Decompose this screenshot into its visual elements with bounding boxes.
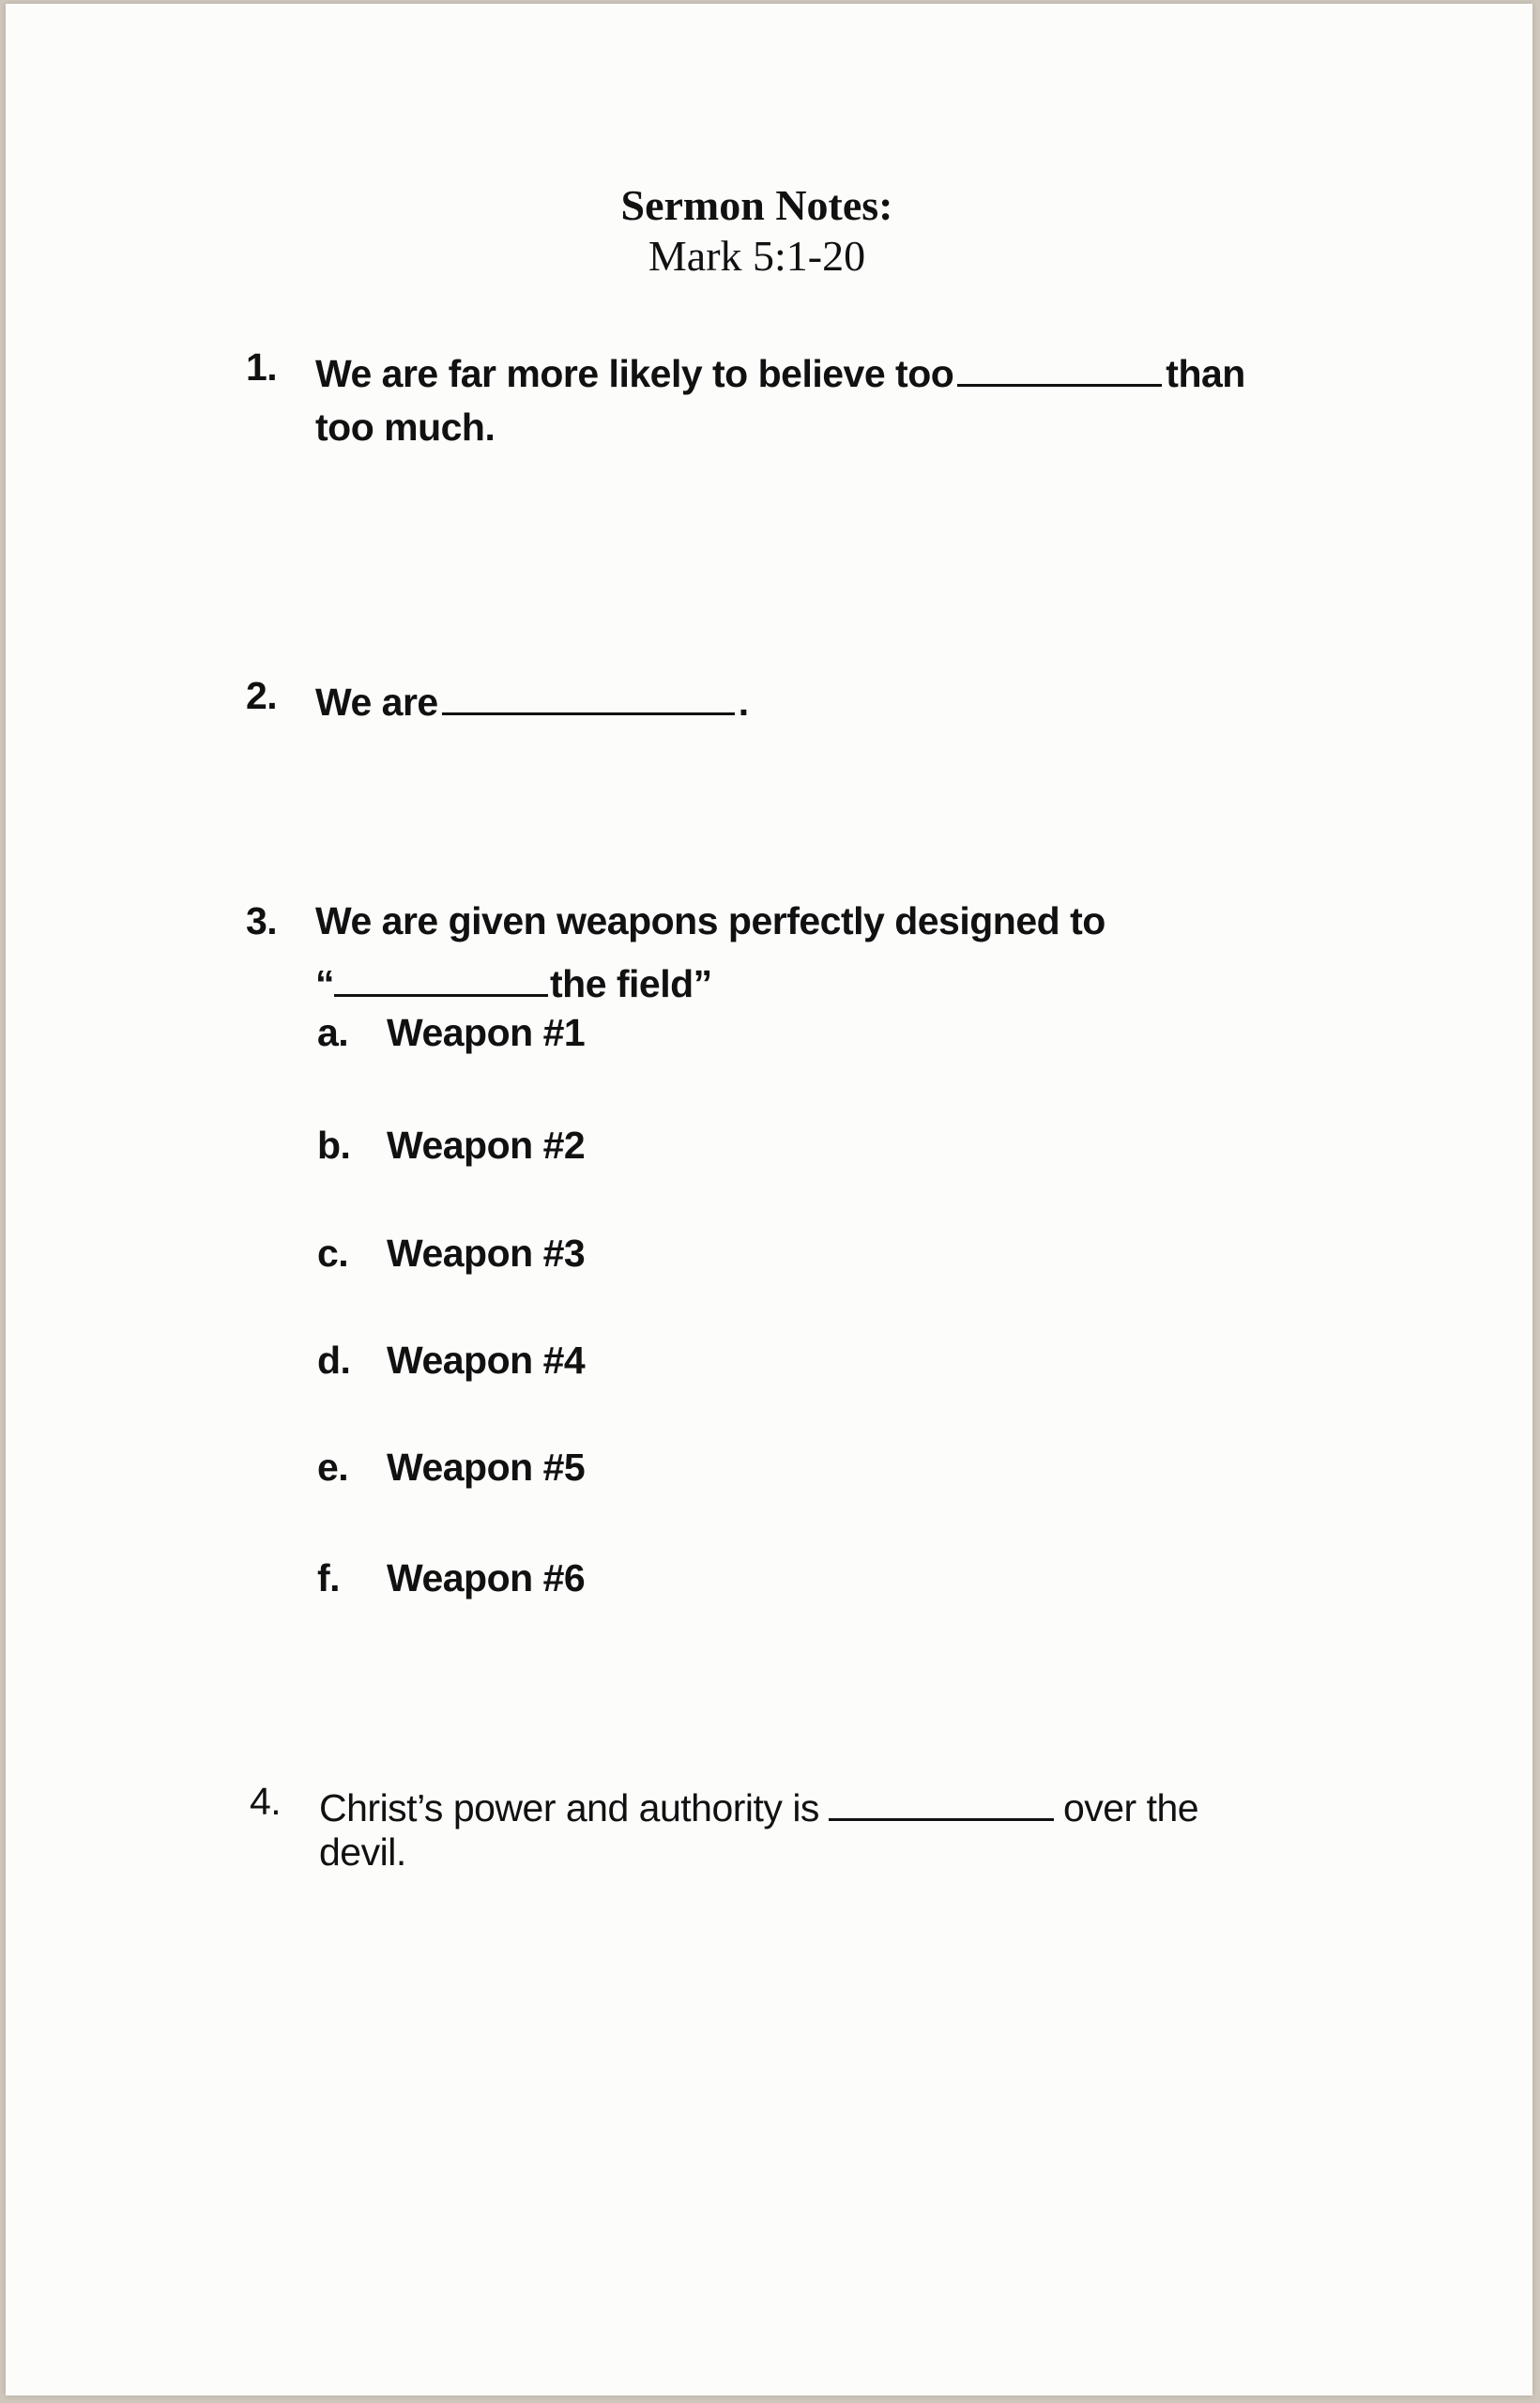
fill-in-blank[interactable] — [957, 345, 1162, 387]
weapon-label: Weapon #4 — [387, 1339, 586, 1382]
weapon-letter: b. — [317, 1124, 351, 1167]
weapon-label: Weapon #2 — [387, 1124, 586, 1167]
weapon-item — [317, 1446, 586, 1490]
weapon-item — [317, 1011, 586, 1055]
item-text: than — [1166, 352, 1245, 395]
weapon-label: Weapon #3 — [387, 1232, 586, 1275]
weapon-item — [317, 1124, 586, 1168]
weapon-letter: d. — [317, 1339, 351, 1382]
item-number: 2. — [246, 674, 278, 717]
item-number: 4. — [250, 1780, 282, 1823]
weapon-label: Weapon #6 — [387, 1556, 586, 1599]
weapon-item — [317, 1339, 586, 1383]
weapon-label: Weapon #5 — [387, 1446, 586, 1489]
item-text: We are far more likely to believe too — [315, 352, 954, 395]
scripture-reference: Mark 5:1-20 — [648, 232, 866, 280]
weapon-label: Weapon #1 — [387, 1011, 586, 1054]
item-text: over the — [1062, 1786, 1199, 1829]
item-text: . — [738, 681, 749, 724]
item-text: devil. — [319, 1830, 406, 1874]
weapon-letter: c. — [317, 1232, 349, 1275]
page-title: Sermon Notes: — [620, 181, 893, 229]
item-text: too much. — [315, 406, 496, 449]
weapon-letter: f. — [317, 1556, 341, 1599]
item-text: Christ’s power and authority is — [319, 1786, 819, 1829]
fill-in-blank[interactable] — [829, 1780, 1054, 1821]
item-number: 3. — [246, 899, 278, 942]
weapon-item — [317, 1232, 586, 1276]
item-text: We are — [315, 681, 438, 724]
fill-in-blank[interactable] — [442, 674, 735, 715]
item-number: 1. — [246, 345, 278, 389]
quote-mark: “ — [315, 962, 334, 1005]
weapon-letter: e. — [317, 1446, 349, 1489]
weapon-item — [317, 1556, 586, 1600]
weapon-letter: a. — [317, 1011, 349, 1054]
item-text: the field” — [550, 962, 712, 1005]
item-text: We are given weapons perfectly designed to — [315, 899, 1105, 942]
fill-in-blank[interactable] — [334, 956, 548, 997]
